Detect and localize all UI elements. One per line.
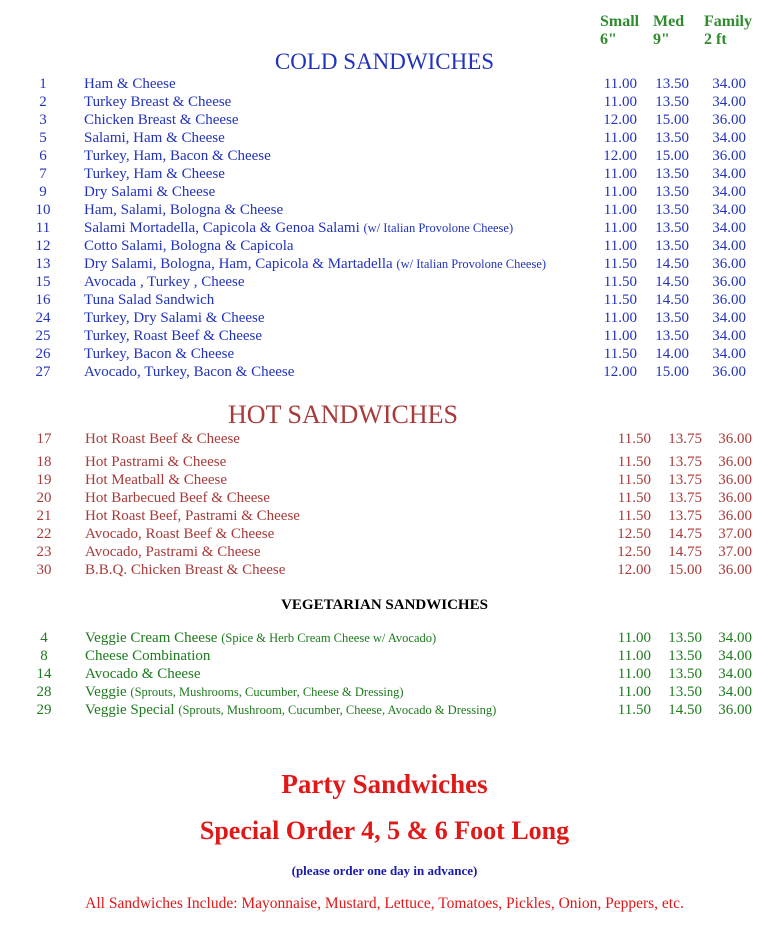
- price-family: 34.00: [712, 166, 746, 182]
- price-med: 14.75: [668, 526, 702, 542]
- price-small: 11.50: [617, 454, 651, 470]
- price-family: 34.00: [718, 648, 752, 664]
- menu-row: [0, 129, 769, 147]
- price-med: 13.50: [655, 310, 689, 326]
- menu-row: [0, 430, 769, 448]
- price-family: 34.00: [712, 346, 746, 362]
- menu-row: [0, 471, 769, 489]
- item-number: 2: [39, 94, 47, 110]
- price-small: 11.00: [603, 184, 637, 200]
- item-name: Avocado, Roast Beef & Cheese: [85, 526, 275, 542]
- menu-row: [0, 147, 769, 165]
- menu-row: [0, 507, 769, 525]
- price-small: 11.50: [603, 292, 637, 308]
- price-med: 14.00: [655, 346, 689, 362]
- cold-section-title: COLD SANDWICHES: [274, 49, 495, 74]
- price-family: 36.00: [718, 454, 752, 470]
- price-med: 13.75: [668, 472, 702, 488]
- item-number: 26: [35, 346, 51, 362]
- item-name: Ham & Cheese: [84, 76, 176, 92]
- item-name: Hot Barbecued Beef & Cheese: [85, 490, 270, 506]
- price-med: 14.75: [668, 544, 702, 560]
- price-family: 36.00: [712, 256, 746, 272]
- price-family: 34.00: [712, 202, 746, 218]
- includes-note: All Sandwiches Include: Mayonnaise, Mustard, Lettuce, Tomatoes, Pickles, Onion, Peppers, etc.: [85, 895, 684, 912]
- item-number: 9: [39, 184, 47, 200]
- price-small: 11.50: [617, 702, 651, 718]
- menu-row: [0, 543, 769, 561]
- price-small: 11.00: [603, 76, 637, 92]
- menu-row: [0, 701, 769, 719]
- menu-row: [0, 363, 769, 381]
- item-name: Hot Roast Beef & Cheese: [85, 431, 240, 447]
- price-med: 13.50: [655, 328, 689, 344]
- price-small: 11.00: [603, 328, 637, 344]
- price-med: 13.50: [655, 202, 689, 218]
- price-med: 15.00: [668, 562, 702, 578]
- item-number: 3: [39, 112, 47, 128]
- price-small: 12.00: [617, 562, 651, 578]
- item-name: Turkey, Ham & Cheese: [84, 166, 225, 182]
- item-number: 14: [36, 666, 52, 682]
- price-family: 36.00: [712, 148, 746, 164]
- size-sub: 9": [653, 31, 670, 48]
- item-number: 11: [35, 220, 51, 236]
- item-number: 24: [35, 310, 51, 326]
- price-med: 13.75: [668, 490, 702, 506]
- item-name: Ham, Salami, Bologna & Cheese: [84, 202, 284, 218]
- party-special-order: Special Order 4, 5 & 6 Foot Long: [199, 816, 570, 845]
- party-title: Party Sandwiches: [281, 769, 488, 799]
- price-family: 36.00: [712, 364, 746, 380]
- price-small: 11.50: [603, 274, 637, 290]
- item-name: Turkey, Ham, Bacon & Cheese: [84, 148, 271, 164]
- price-family: 34.00: [718, 630, 752, 646]
- item-name: Hot Pastrami & Cheese: [85, 454, 227, 470]
- price-med: 13.50: [655, 184, 689, 200]
- item-note: (w/ Italian Provolone Cheese): [396, 257, 547, 271]
- item-name: Avocada , Turkey , Cheese: [84, 274, 245, 290]
- menu-row: [0, 75, 769, 93]
- menu-row: [0, 525, 769, 543]
- item-number: 16: [35, 292, 51, 308]
- item-name: Avocado, Pastrami & Cheese: [85, 544, 261, 560]
- item-number: 25: [35, 328, 51, 344]
- price-family: 34.00: [712, 130, 746, 146]
- item-note: (Spice & Herb Cream Cheese w/ Avocado): [221, 631, 437, 645]
- item-name: Turkey, Roast Beef & Cheese: [84, 328, 263, 344]
- menu-row: [0, 255, 769, 273]
- menu-row: [0, 183, 769, 201]
- item-number: 22: [36, 526, 52, 542]
- price-small: 11.00: [603, 202, 637, 218]
- menu-row: [0, 561, 769, 579]
- item-name: Hot Roast Beef, Pastrami & Cheese: [85, 508, 300, 524]
- price-family: 37.00: [718, 526, 752, 542]
- price-small: 11.00: [603, 220, 637, 236]
- item-number: 19: [36, 472, 52, 488]
- price-family: 36.00: [718, 490, 752, 506]
- veg-section-title: VEGETARIAN SANDWICHES: [281, 597, 488, 613]
- price-family: 34.00: [712, 184, 746, 200]
- menu-row: [0, 219, 769, 237]
- price-small: 11.00: [603, 238, 637, 254]
- price-family: 36.00: [712, 292, 746, 308]
- price-small: 11.00: [603, 130, 637, 146]
- item-note: (Sprouts, Mushrooms, Cucumber, Cheese & Dressing): [130, 685, 404, 699]
- item-number: 29: [36, 702, 52, 718]
- item-number: 13: [35, 256, 51, 272]
- menu-row: [0, 273, 769, 291]
- item-name: Veggie (Sprouts, Mushrooms, Cucumber, Cheese & Dressing): [85, 684, 404, 700]
- price-small: 11.50: [617, 508, 651, 524]
- price-small: 12.00: [603, 364, 637, 380]
- menu-row: [0, 665, 769, 683]
- price-family: 36.00: [718, 702, 752, 718]
- price-med: 13.50: [668, 666, 702, 682]
- price-med: 14.50: [655, 256, 689, 272]
- size-label: Small: [600, 13, 640, 30]
- item-number: 18: [36, 454, 52, 470]
- price-med: 13.75: [668, 508, 702, 524]
- price-med: 15.00: [655, 364, 689, 380]
- item-number: 8: [40, 648, 48, 664]
- menu-row: [0, 489, 769, 507]
- item-number: 12: [35, 238, 51, 254]
- menu-row: [0, 165, 769, 183]
- item-name: Salami, Ham & Cheese: [84, 130, 225, 146]
- price-small: 12.50: [617, 526, 651, 542]
- price-med: 13.50: [668, 648, 702, 664]
- price-med: 13.50: [655, 76, 689, 92]
- price-small: 12.50: [617, 544, 651, 560]
- menu-row: [0, 683, 769, 701]
- price-small: 11.00: [617, 648, 651, 664]
- menu-row: [0, 327, 769, 345]
- item-number: 4: [40, 630, 48, 646]
- price-med: 14.50: [668, 702, 702, 718]
- price-med: 14.50: [655, 274, 689, 290]
- menu-row: [0, 237, 769, 255]
- menu-row: [0, 345, 769, 363]
- item-name: Hot Meatball & Cheese: [85, 472, 228, 488]
- menu-row: [0, 201, 769, 219]
- item-number: 17: [36, 431, 52, 447]
- price-med: 13.50: [655, 94, 689, 110]
- size-header-family: [704, 13, 752, 49]
- item-number: 6: [39, 148, 47, 164]
- item-name: Cheese Combination: [85, 648, 211, 664]
- item-name: Chicken Breast & Cheese: [84, 112, 239, 128]
- size-sub: 2 ft: [704, 31, 727, 48]
- price-family: 34.00: [712, 76, 746, 92]
- price-small: 11.50: [603, 256, 637, 272]
- menu-row: [0, 111, 769, 129]
- price-family: 34.00: [718, 684, 752, 700]
- size-label: Med: [653, 13, 685, 30]
- price-family: 34.00: [718, 666, 752, 682]
- price-med: 13.50: [668, 630, 702, 646]
- item-number: 20: [36, 490, 52, 506]
- item-number: 10: [35, 202, 51, 218]
- item-number: 21: [36, 508, 52, 524]
- price-med: 13.50: [655, 166, 689, 182]
- item-name: Veggie Cream Cheese (Spice & Herb Cream Cheese w/ Avocado): [85, 630, 437, 646]
- item-number: 27: [35, 364, 51, 380]
- menu-row: [0, 453, 769, 471]
- price-small: 11.00: [617, 630, 651, 646]
- price-family: 36.00: [712, 112, 746, 128]
- hot-section-title: HOT SANDWICHES: [228, 400, 458, 429]
- price-family: 36.00: [718, 472, 752, 488]
- item-name: Turkey Breast & Cheese: [84, 94, 232, 110]
- price-family: 37.00: [718, 544, 752, 560]
- item-number: 1: [39, 76, 47, 92]
- price-med: 13.50: [655, 238, 689, 254]
- item-number: 23: [36, 544, 52, 560]
- price-family: 36.00: [718, 508, 752, 524]
- item-name: Avocado, Turkey, Bacon & Cheese: [84, 364, 295, 380]
- price-family: 34.00: [712, 94, 746, 110]
- party-advance-note: (please order one day in advance): [291, 863, 478, 878]
- price-med: 14.50: [655, 292, 689, 308]
- price-med: 15.00: [655, 112, 689, 128]
- menu-row: [0, 291, 769, 309]
- price-small: 11.00: [603, 94, 637, 110]
- item-name: Turkey, Bacon & Cheese: [84, 346, 235, 362]
- price-small: 11.50: [617, 490, 651, 506]
- price-med: 13.50: [655, 220, 689, 236]
- item-name: Veggie Special (Sprouts, Mushroom, Cucumber, Cheese, Avocado & Dressing): [85, 702, 497, 718]
- item-number: 30: [36, 562, 52, 578]
- item-name: Dry Salami & Cheese: [84, 184, 216, 200]
- price-small: 11.50: [603, 346, 637, 362]
- menu-row: [0, 93, 769, 111]
- item-name: Salami Mortadella, Capicola & Genoa Salami (w/ Italian Provolone Cheese): [84, 220, 514, 236]
- price-family: 34.00: [712, 238, 746, 254]
- price-family: 34.00: [712, 310, 746, 326]
- item-note: (w/ Italian Provolone Cheese): [363, 221, 514, 235]
- price-family: 36.00: [712, 274, 746, 290]
- price-family: 34.00: [712, 328, 746, 344]
- price-family: 34.00: [712, 220, 746, 236]
- size-header-med: [653, 13, 684, 49]
- menu-row: [0, 309, 769, 327]
- price-small: 11.00: [603, 310, 637, 326]
- size-header-small: [600, 13, 639, 49]
- item-name: Dry Salami, Bologna, Ham, Capicola & Martadella (w/ Italian Provolone Cheese): [84, 256, 547, 272]
- item-name: Tuna Salad Sandwich: [84, 292, 215, 308]
- item-number: 28: [36, 684, 52, 700]
- item-number: 5: [39, 130, 47, 146]
- price-med: 13.75: [668, 431, 702, 447]
- item-name: Cotto Salami, Bologna & Capicola: [84, 238, 294, 254]
- menu-row: [0, 647, 769, 665]
- price-small: 11.50: [617, 431, 651, 447]
- price-small: 12.00: [603, 112, 637, 128]
- price-family: 36.00: [718, 562, 752, 578]
- price-med: 13.50: [668, 684, 702, 700]
- price-small: 11.00: [617, 684, 651, 700]
- price-small: 12.00: [603, 148, 637, 164]
- item-number: 15: [35, 274, 51, 290]
- size-label: Family: [704, 13, 752, 30]
- price-small: 11.00: [617, 666, 651, 682]
- price-family: 36.00: [718, 431, 752, 447]
- item-name: Turkey, Dry Salami & Cheese: [84, 310, 265, 326]
- price-small: 11.00: [603, 166, 637, 182]
- price-small: 11.50: [617, 472, 651, 488]
- price-med: 15.00: [655, 148, 689, 164]
- menu-row: [0, 629, 769, 647]
- item-name: Avocado & Cheese: [85, 666, 201, 682]
- item-name: B.B.Q. Chicken Breast & Cheese: [85, 562, 286, 578]
- size-sub: 6": [600, 31, 617, 48]
- item-number: 7: [39, 166, 47, 182]
- price-med: 13.75: [668, 454, 702, 470]
- price-med: 13.50: [655, 130, 689, 146]
- item-note: (Sprouts, Mushroom, Cucumber, Cheese, Avocado & Dressing): [178, 703, 497, 717]
